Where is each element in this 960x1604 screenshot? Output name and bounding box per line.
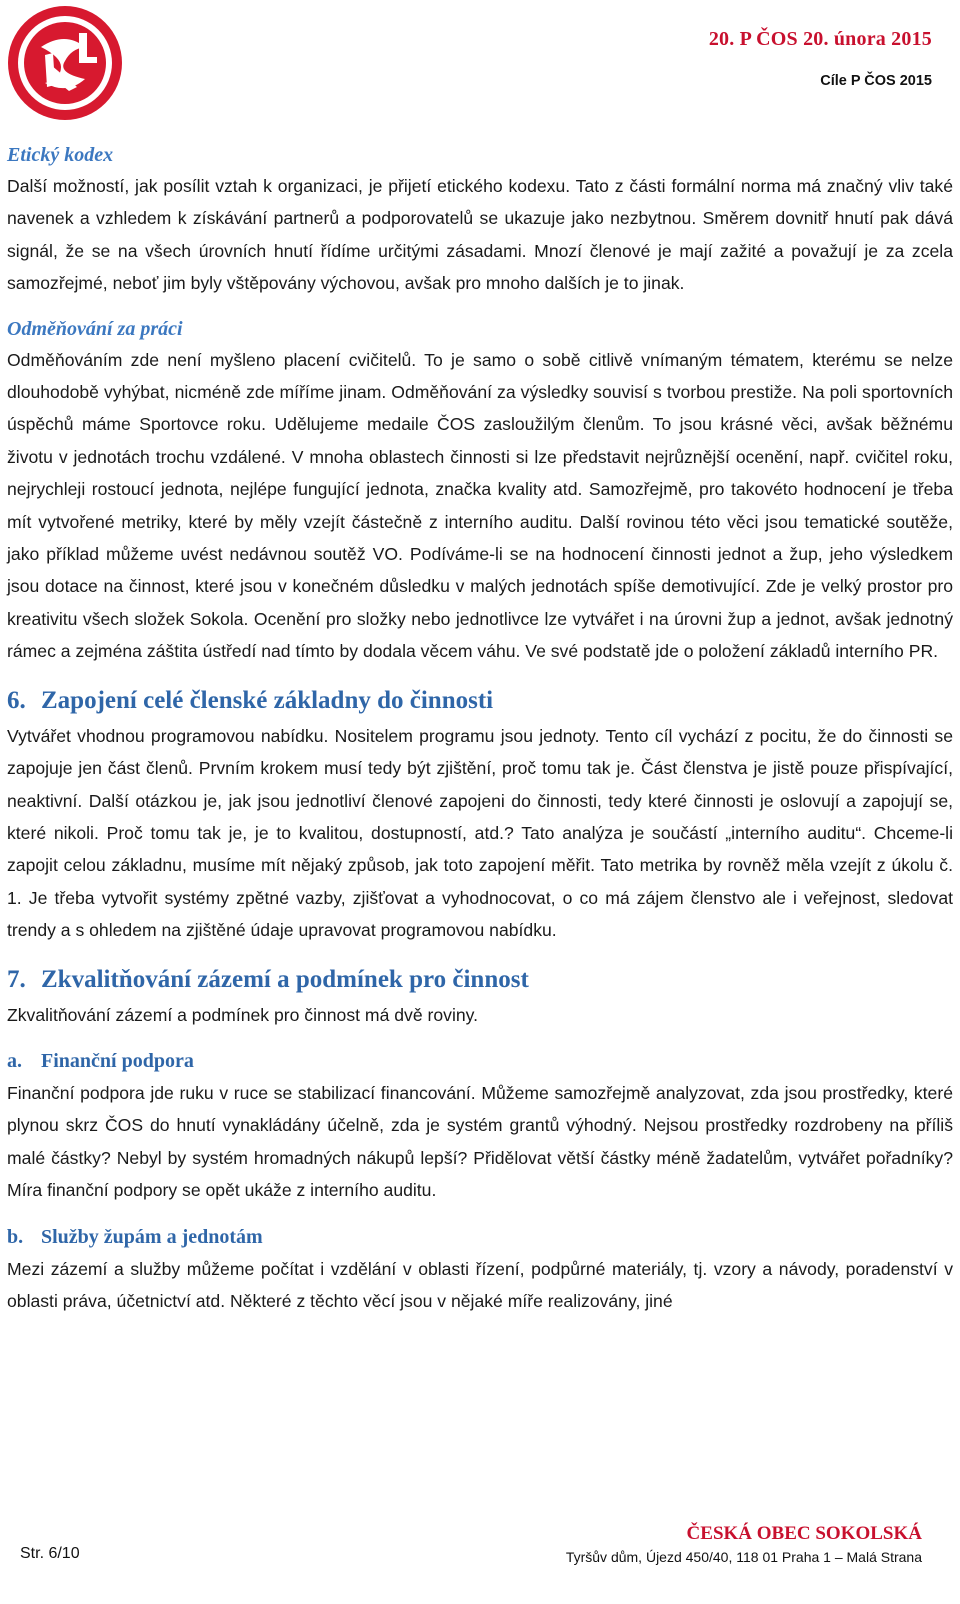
paragraph-section-7: Zkvalitňování zázemí a podmínek pro činnost má dvě roviny. <box>7 1004 479 1025</box>
subsection-heading-7a <box>7 1045 953 1077</box>
subsection-letter-a: a. <box>7 1049 22 1072</box>
paragraph-section-7b: Mezi zázemí a služby můžeme počítat i vzdělání v oblasti řízení, podpůrné materiály, tj. vzory a návody, poradenství v oblasti práva, účetnictví atd. Některé z těchto věcí jsou v nějaké míře realizovány, jiné <box>7 1258 953 1311</box>
section-heading-6 <box>7 682 953 720</box>
document-body <box>7 140 953 1317</box>
paragraph-odmenovani: Odměňováním zde není myšleno placení cvičitelů. To je samo o sobě citlivě vnímaným tématem, kterému se nelze dlouhodobě vyhýbat, nicméně zde míříme jinam. Odměňování za výsledky souvisí s tvorbou prestiže. Na poli sportovních úspěchů máme Sportovce roku. Udělujeme medaile ČOS zasloužilým členům. To jsou krásné věci, avšak běžnému životu v jednotách trochu vzdálené. V mnoha oblastech činnosti si lze představit nejrůznější ocenění, např. cvičitel roku, nejrychleji rostoucí jednota, nejlépe fungující jednota, značka kvality atd. Samozřejmě, pro takovéto hodnocení je třeba mít vytvořené metriky, které by měly vzejít částečně z interního auditu. Další rovinou této věci jsou tematické soutěže, jako příklad můžeme uvést nedávnou soutěž VO. Podíváme-li se na hodnocení činnosti jednot a žup, jeho výsledkem jsou dotace na činnost, které jsou v konečném důsledku v malých jednotách spíše demotivující. Zde je velký prostor pro kreativitu všech složek Sokola. Ocenění pro složky nebo jednotlivce lze vytvářet i na úrovni žup a jednot, avšak jednotný rámec a zejména záštita ústředí nad tímto by dodala věcem váhu. Ve své podstatě jde o položení základů interního PR. <box>7 349 953 662</box>
section-title-7: Zkvalitňování zázemí a podmínek pro činnost <box>41 965 529 993</box>
footer-address: Tyršův dům, Újezd 450/40, 118 01 Praha 1 – Malá Strana <box>565 1549 922 1565</box>
subsection-heading-7b <box>7 1221 953 1253</box>
sokol-logo <box>5 3 125 123</box>
paragraph-eticky-kodex: Další možností, jak posílit vztah k organizaci, je přijetí etického kodexu. Tato z části formální norma má značný vliv také navenek a vzhledem k získávání partnerů a podporovatelů se ukazuje jako nezbytnou. Směrem dovnitř hnutí pak dává signál, že se na všech úrovních hnutí řídíme určitými zásadami. Mnozí členové je mají zažité a považují je za zcela samozřejmé, neboť jim byly vštěpovány výchovou, avšak pro mnoho dalších je to jinak. <box>7 176 953 294</box>
paragraph-section-7a: Finanční podpora jde ruku v ruce se stabilizací financování. Můžeme samozřejmě analyzovat, zda jsou prostředky, které plynou skrz ČOS do hnutí vynakládány účelně, zda je systém grantů výhodný. Nejsou prostředky rozdrobeny na příliš malé částky? Nebyl by systém hromadných nákupů lepší? Přidělovat větší částky méně žadatelům, vytvářet pořadníky? Míra finanční podpory se opět ukáže z interního auditu. <box>7 1082 953 1201</box>
section-number-6: 6. <box>7 686 26 714</box>
footer-organization: ČESKÁ OBEC SOKOLSKÁ <box>686 1523 922 1544</box>
section-title-6: Zapojení celé členské základny do činnosti <box>41 686 494 714</box>
subsection-title-7b: Služby župám a jednotám <box>41 1225 263 1248</box>
header-subtitle: Cíle P ČOS 2015 <box>820 73 932 89</box>
paragraph-section-6: Vytvářet vhodnou programovou nabídku. Nositelem programu jsou jednoty. Tento cíl vychází z pocitu, že do činnosti se zapojuje jen část členů. Prvním krokem musí tedy být zjištění, proč tomu tak je. Část členstva je jistě pouze přispívající, neaktivní. Další otázkou je, jak jsou jednotliví členové zapojeni do činnosti, tedy které činnosti je oslovují a zapojují se, které nikoli. Proč tomu tak je, je to kvalitou, dostupností, atd.? Tato analýza je součástí „interního auditu“. Chceme-li zapojit celou základnu, musíme mít nějaký způsob, jak toto zapojení měřit. Tato metrika by rovněž měla vzejít z úkolu č. 1. Je třeba vytvořit systémy zpětné vazby, zjišťovat a vyhodnocovat, o co má zájem členstvo ale i veřejnost, sledovat trendy a s ohledem na zjištěné údaje upravovat programovou nabídku. <box>7 725 953 941</box>
subsection-letter-b: b. <box>7 1225 24 1248</box>
section-heading-eticky-kodex: Etický kodex <box>7 144 114 166</box>
header-title: 20. P ČOS 20. února 2015 <box>708 28 932 50</box>
section-heading-odmenovani: Odměňování za práci <box>7 317 183 340</box>
section-number-7: 7. <box>7 965 26 993</box>
section-heading-7 <box>7 961 953 999</box>
page-number: Str. 6/10 <box>20 1545 80 1562</box>
subsection-title-7a: Finanční podpora <box>41 1049 194 1072</box>
